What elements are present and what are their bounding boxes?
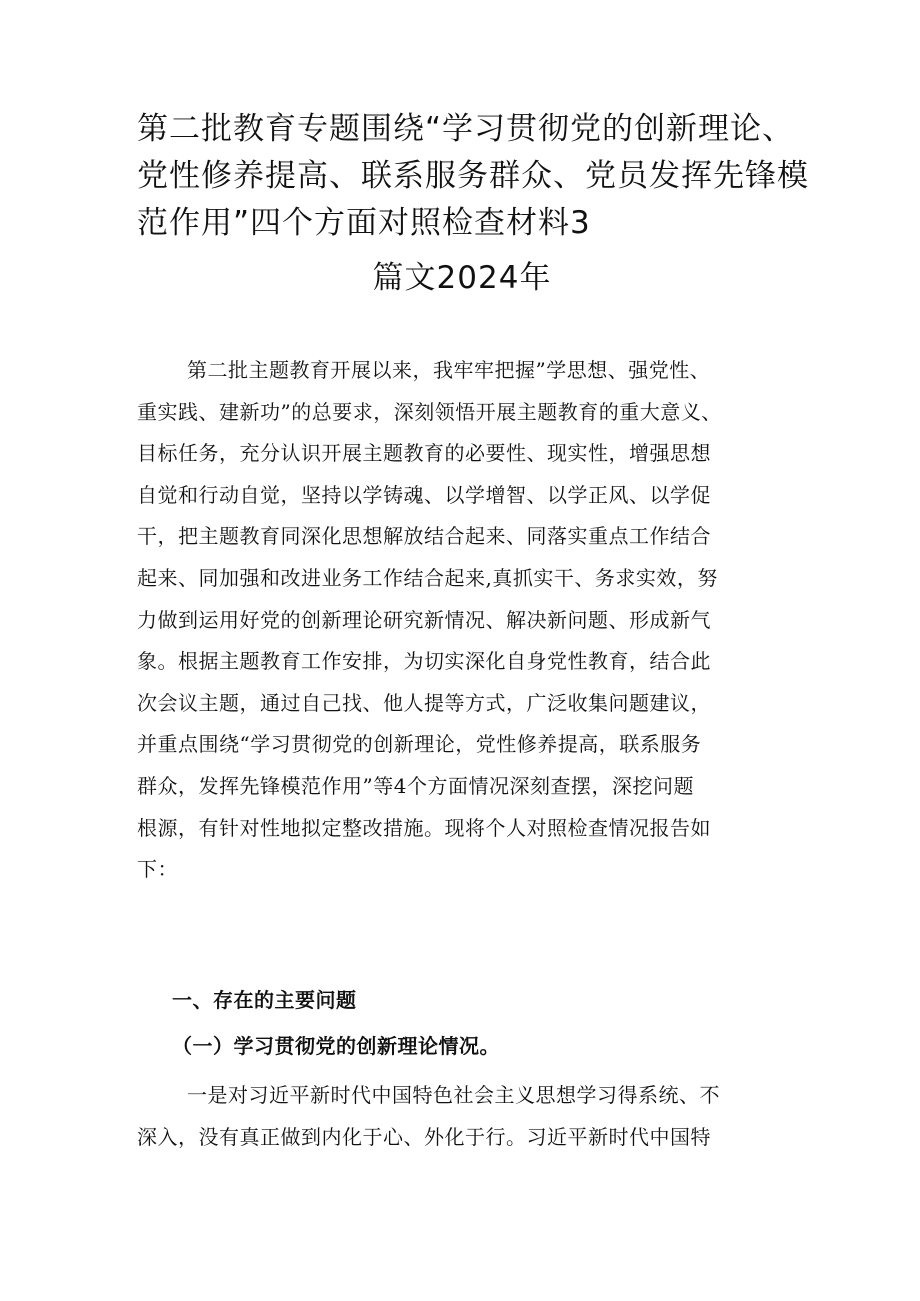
intro-paragraph — [137, 350, 827, 891]
document-title — [137, 106, 817, 302]
paragraph-line: 力做到运用好党的创新理论研究新情况、解决新问题、形成新气 — [137, 607, 711, 632]
paragraph-line: 干，把主题教育同深化思想解放结合起来、同落实重点工作结合 — [137, 524, 711, 549]
section-paragraph — [137, 1075, 827, 1158]
paragraph-line: 自觉和行动自觉，坚持以学铸魂、以学增智、以学正风、以学促 — [137, 482, 711, 507]
title-line: 第二批教育专题围绕“学习贯彻党的创新理论、 — [137, 111, 795, 147]
paragraph-line: 一是对习近平新时代中国特色社会主义思想学习得系统、不 — [187, 1083, 720, 1107]
title-line: 党性修养提高、联系服务群众、党员发挥先锋模 — [137, 158, 809, 194]
paragraph-line: 重实践、建新功”的总要求，深刻领悟开展主题教育的重大意义、 — [137, 399, 722, 424]
paragraph-line: 起来、同加强和改进业务工作结合起来,真抓实干、务求实效，努 — [137, 565, 718, 590]
paragraph-line: 深入，没有真正做到内化于心、外化于行。习近平新时代中国特 — [137, 1124, 711, 1149]
paragraph-line: 次会议主题，通过自己找、他人提等方式，广泛收集问题建议， — [137, 690, 711, 715]
paragraph-line: 第二批主题教育开展以来，我牢牢把握”学思想、强党性、 — [187, 358, 711, 382]
section-heading: 一、存在的主要问题 — [172, 988, 357, 1012]
paragraph-line: 下： — [137, 857, 178, 882]
title-line: 范作用”四个方面对照检查材料3 — [137, 205, 591, 241]
paragraph-line: 目标任务，充分认识开展主题教育的必要性、现实性，增强思想 — [137, 441, 711, 466]
title-line-last: 篇文2024年 — [372, 260, 552, 296]
paragraph-line: 群众，发挥先锋模范作用”等4个方面情况深刻查摆，深挖问题 — [137, 773, 694, 798]
paragraph-line: 根源，有针对性地拟定整改措施。现将个人对照检查情况报告如 — [137, 815, 711, 840]
paragraph-line: 并重点围绕“学习贯彻党的创新理论，党性修养提高，联系服务 — [137, 732, 702, 757]
paragraph-line: 象。根据主题教育工作安排，为切实深化自身党性教育，结合此 — [137, 649, 711, 674]
subsection-heading: （一）学习贯彻党的创新理论情况。 — [172, 1034, 500, 1058]
